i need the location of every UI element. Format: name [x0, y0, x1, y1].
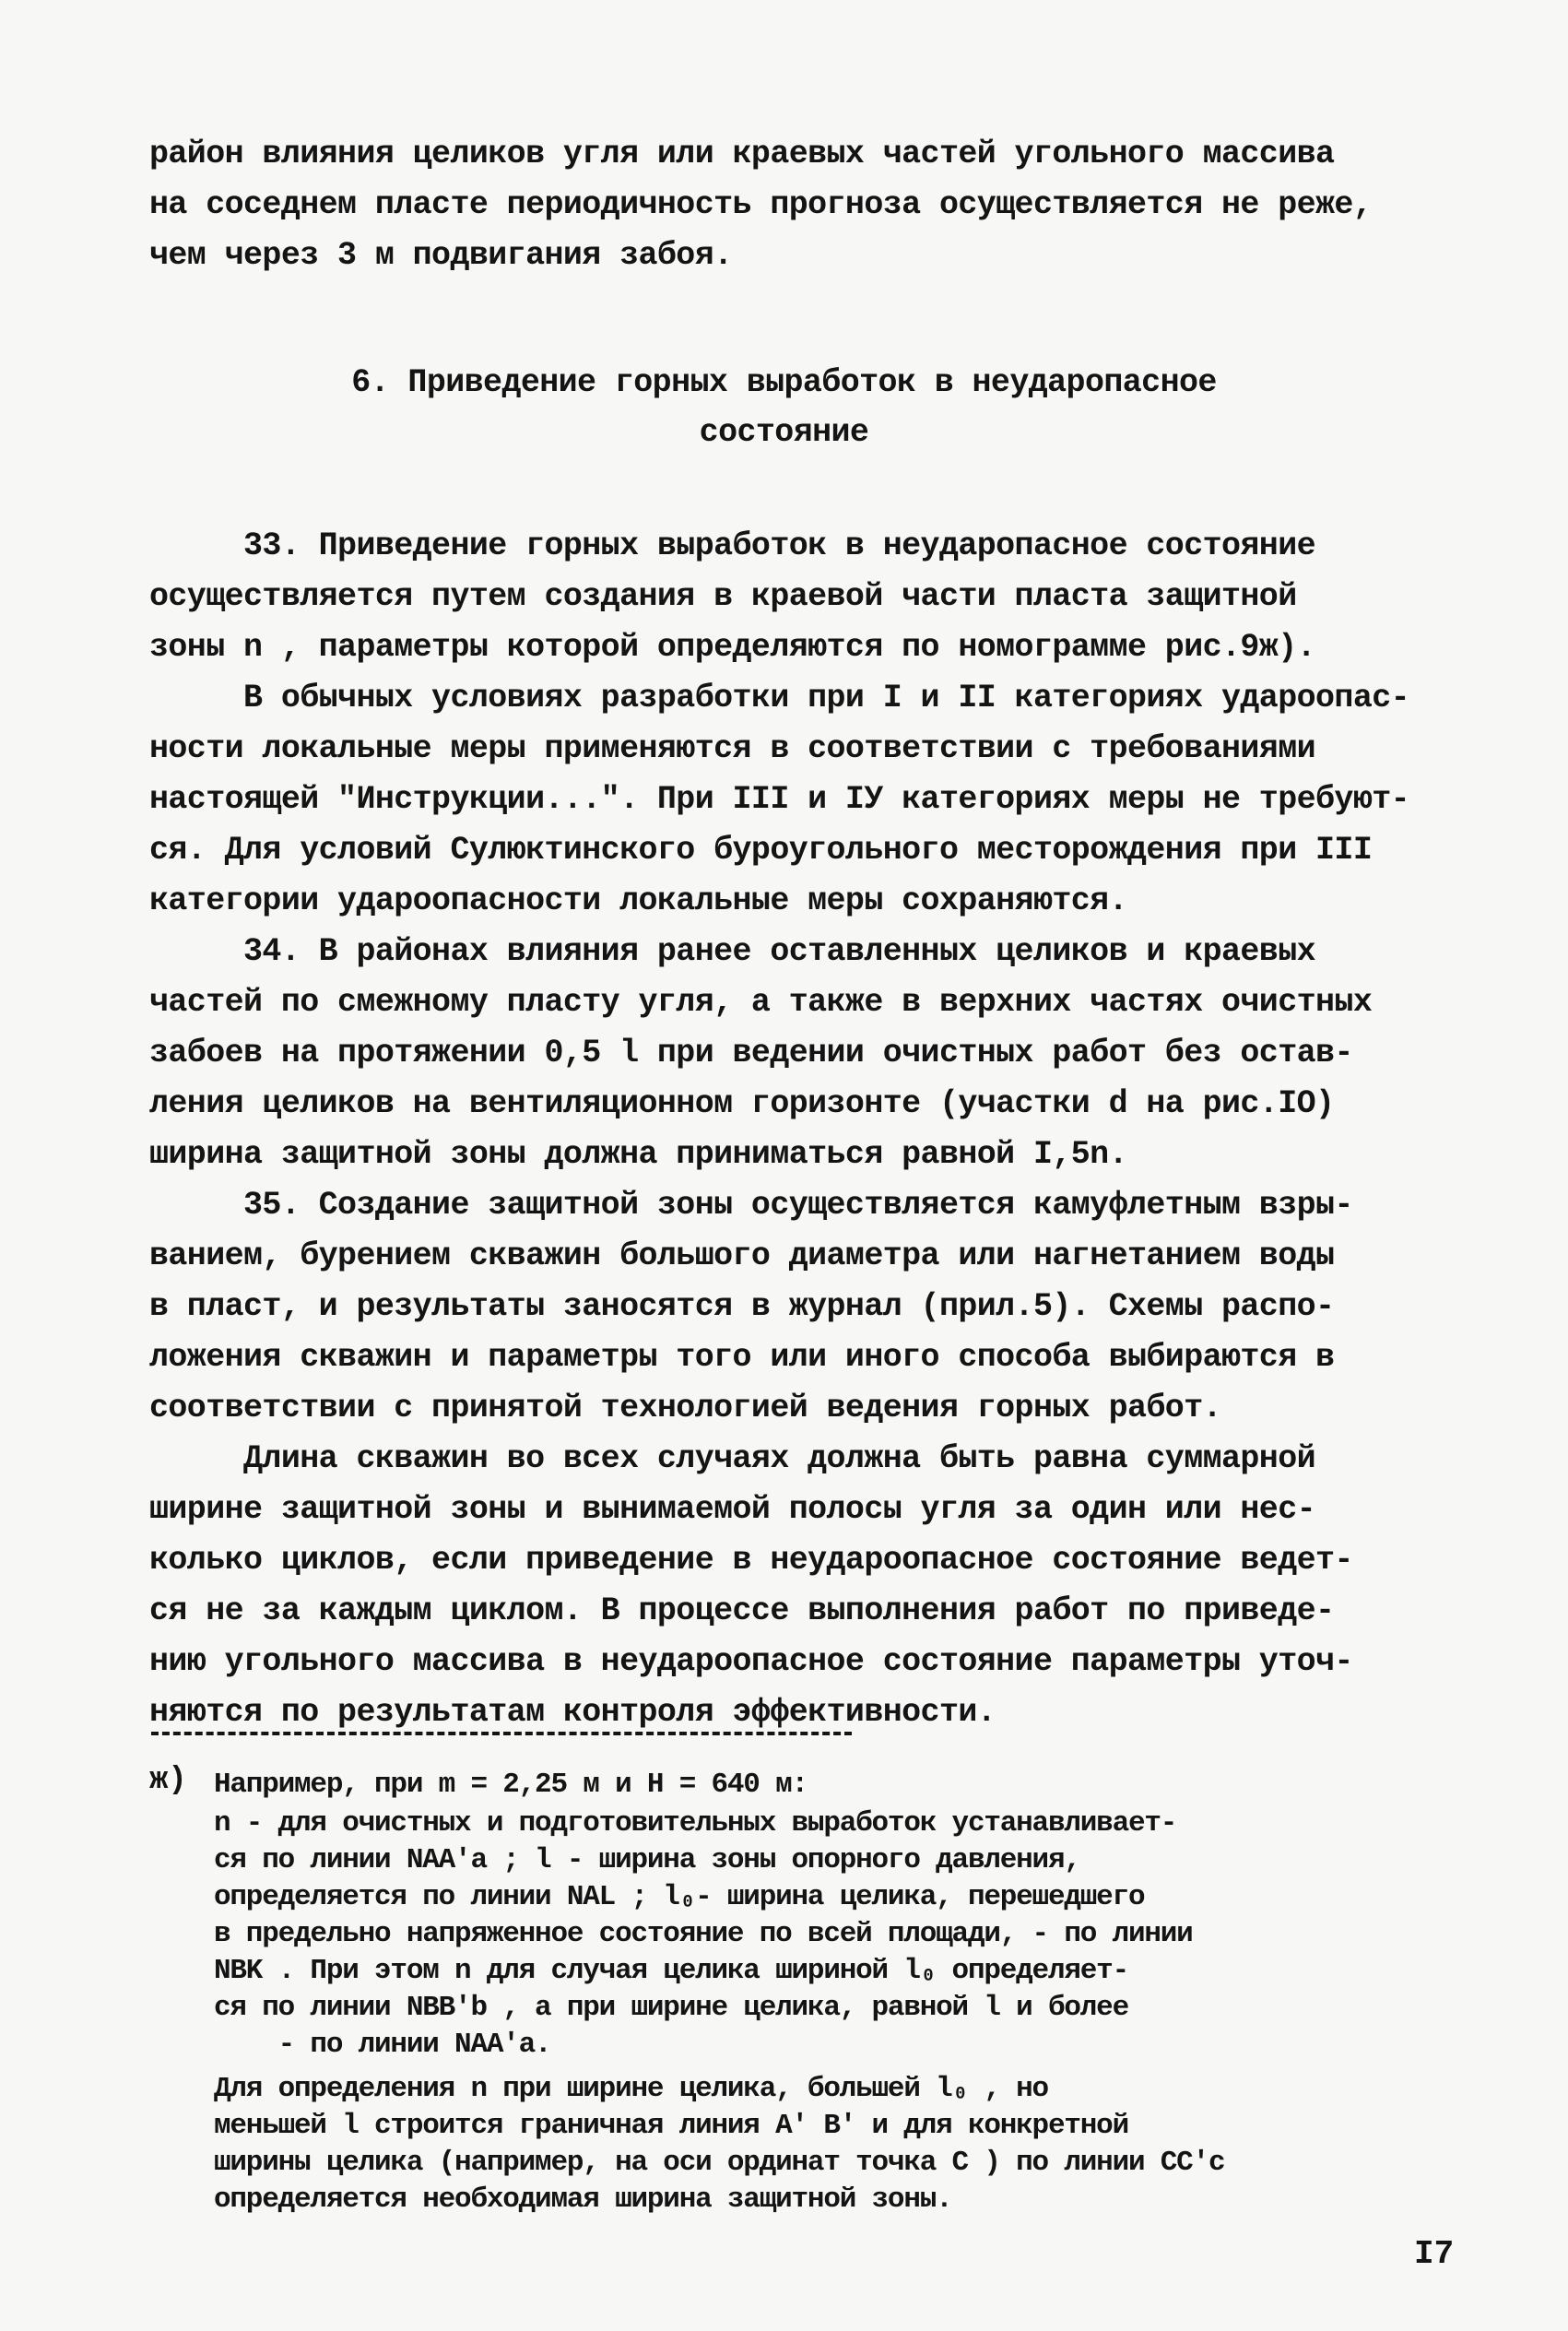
body-line-4: В обычных условиях разработки при I и II категориях ударoопас- — [149, 680, 1410, 716]
body-line-18: соответствии с принятой технологией ведения горных работ. — [149, 1390, 1221, 1426]
footnote-marker: ж) — [149, 1763, 187, 1798]
body-line-5: ности локальные меры применяются в соответствии с требованиями — [149, 730, 1316, 767]
footnote-line-1: Например, при m = 2,25 м и H = 640 м: — [214, 1769, 808, 1801]
body-line-2: осуществляется путем создания в краевой части пласта защитной — [149, 578, 1297, 615]
intro-line-2: на соседнем пласте периодичность прогноза осуществляется не реже, — [149, 186, 1373, 223]
footnote-line-8: - по линии NAA'a. — [214, 2029, 551, 2061]
section-heading-line-1: 6. Приведение горных выработок в неударопасное — [351, 364, 1217, 401]
body-line-19: Длина скважин во всех случаях должна быть равна суммарной — [149, 1440, 1316, 1477]
body-line-8: категории удароопасности локальные меры сохраняются. — [149, 882, 1127, 919]
body-line-9: 34. В районах влияния ранее оставленных целиков и краевых — [149, 933, 1316, 970]
body-line-16: в пласт, и результаты заносятся в журнал (прил.5). Схемы распо- — [149, 1288, 1335, 1325]
footnote-line-5: в предельно напряженное состояние по всей площади, - по линии — [214, 1918, 1193, 1950]
body-line-1: 33. Приведение горных выработок в неударопасное состояние — [149, 527, 1316, 564]
footnote-line-6: NBK . При этом n для случая целика шириной l₀ определяет- — [214, 1955, 1128, 1987]
footnote-line-11: ширины целика (например, на оси ординат точка C ) по линии CC'c — [214, 2147, 1225, 2179]
body-line-24: няются по результатам контроля эффективности. — [149, 1694, 996, 1731]
footnote-line-12: определяется необходимая ширина защитной зоны. — [214, 2183, 952, 2216]
footnote-line-9: Для определения n при ширине целика, большей l₀ , но — [214, 2073, 1048, 2105]
body-line-10: частей по смежному пласту угля, а также в верхних частях очистных — [149, 984, 1373, 1021]
body-line-12: ления целиков на вентиляционном горизонте (участки d на рис.IO) — [149, 1085, 1335, 1122]
section-heading-line-2: состояние — [699, 414, 869, 451]
footnote-line-7: ся по линии NBB'b , а при ширине целика, равной l и более — [214, 1992, 1128, 2024]
body-line-14: 35. Создание защитной зоны осуществляется камуфлетным взры- — [149, 1187, 1353, 1224]
body-line-6: настоящей "Инструкции...". При III и IУ категориях меры не требуют- — [149, 781, 1410, 818]
footnote-separator — [151, 1732, 852, 1735]
body-line-13: ширина защитной зоны должна приниматься равной I,5n. — [149, 1136, 1127, 1173]
footnote-line-3: ся по линии NAA'a ; l - ширина зоны опорного давления, — [214, 1844, 1080, 1876]
body-line-15: ванием, бурением скважин большого диаметра или нагнетанием воды — [149, 1237, 1335, 1274]
intro-line-1: район влияния целиков угля или краевых частей угольного массива — [149, 136, 1335, 172]
body-line-3: зоны n , параметры которой определяются по номограмме рис.9ж). — [149, 629, 1316, 666]
body-line-11: забоев на протяжении 0,5 l при ведении очистных работ без остав- — [149, 1035, 1353, 1071]
footnote-line-4: определяется по линии NAL ; l₀- ширина целика, перешедшего — [214, 1881, 1145, 1913]
page-number: I7 — [1414, 2235, 1455, 2273]
body-line-20: ширине защитной зоны и вынимаемой полосы угля за один или нес- — [149, 1491, 1316, 1528]
intro-line-3: чем через 3 м подвигания забоя. — [149, 237, 733, 274]
footnote-line-10: меньшей l строится граничная линия A' B' и для конкретной — [214, 2110, 1128, 2142]
body-line-21: колько циклов, если приведение в неудароопасное состояние ведет- — [149, 1542, 1353, 1579]
body-line-23: нию угольного массива в неудароопасное состояние параметры уточ- — [149, 1643, 1353, 1680]
body-line-7: ся. Для условий Сулюктинского буроугольного месторождения при III — [149, 832, 1373, 869]
footnote-line-2: n - для очистных и подготовительных выработок устанавливает- — [214, 1807, 1177, 1840]
body-line-22: ся не за каждым циклом. В процессе выполнения работ по приведе- — [149, 1592, 1335, 1629]
body-line-17: ложения скважин и параметры того или иного способа выбираются в — [149, 1339, 1335, 1376]
